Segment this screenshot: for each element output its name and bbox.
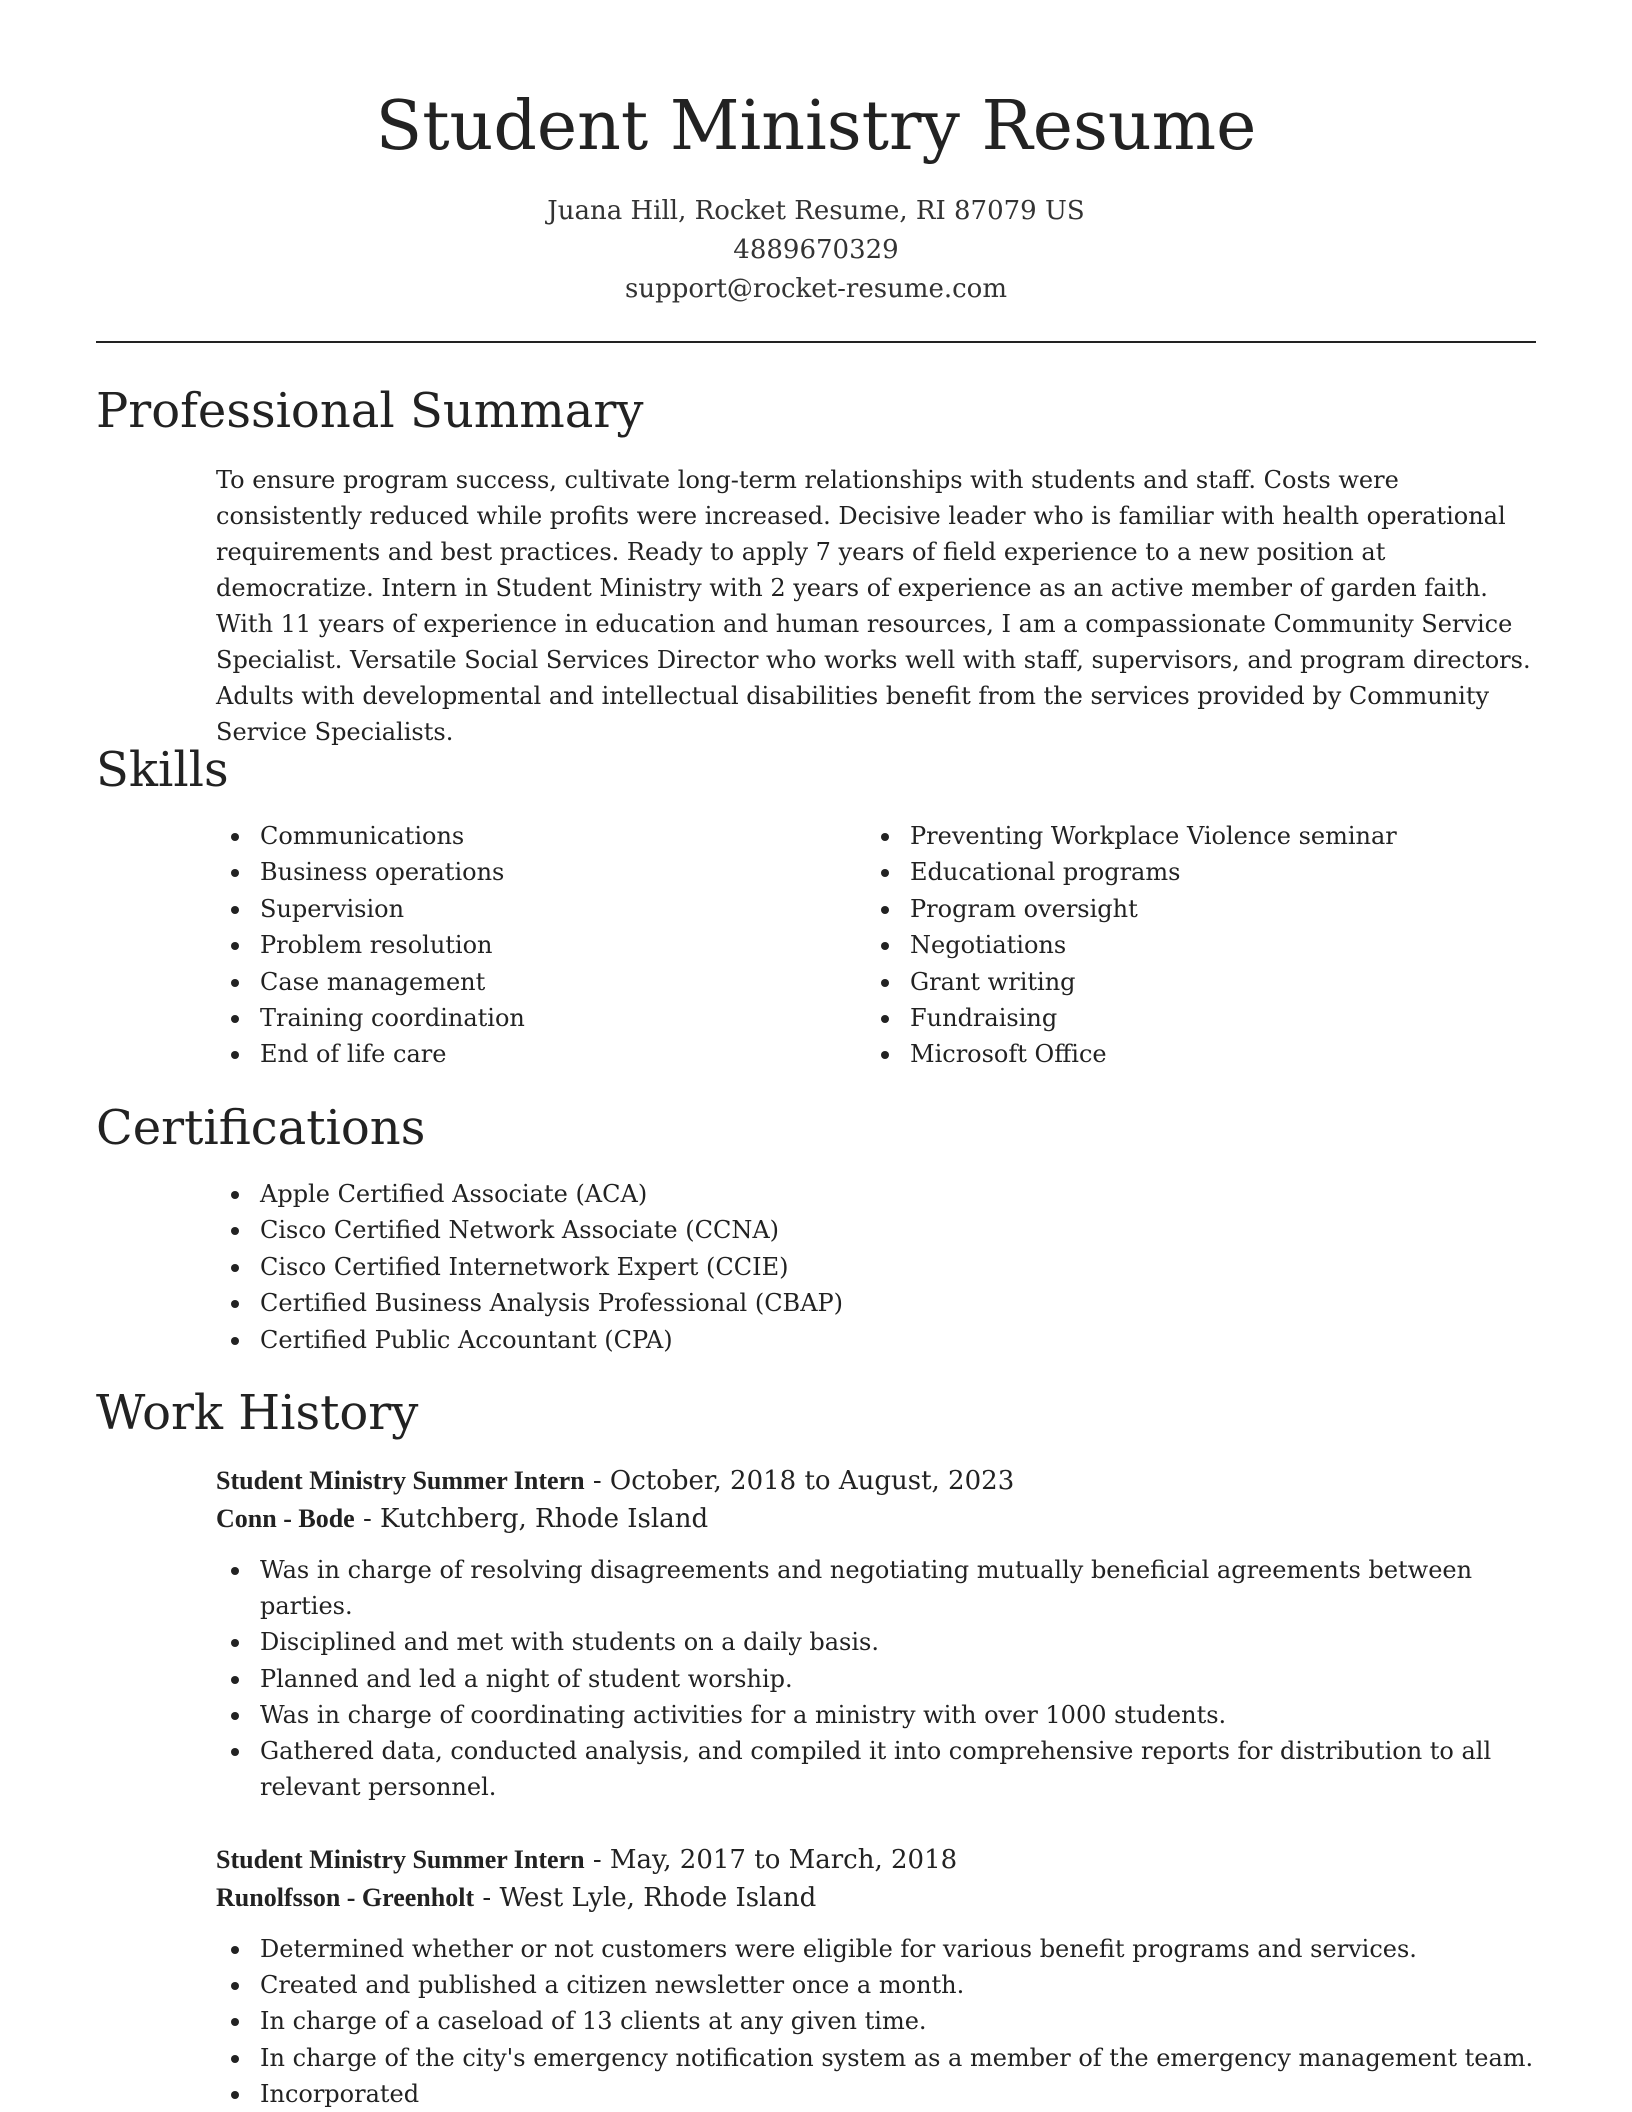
certifications-list <box>216 1176 1536 1358</box>
list-item: Incorporated <box>216 2076 1536 2112</box>
list-item: Case management <box>216 964 856 1000</box>
job-bullets <box>216 1552 1536 1805</box>
list-item: Certified Business Analysis Professional (CBAP) <box>216 1285 1536 1321</box>
summary-text: To ensure program success, cultivate long-term relationships with students and staff. Costs were consistently reduced while profits were increased. Decisive leader who is familiar with health operational requirements and best practices. Ready to apply 7 years of field experience to a new position at democratize. Intern in Student Ministry with 2 years of experience as an active member of garden faith. With 11 years of experience in education and human resources, I am a compassionate Community Service Specialist. Versatile Social Services Director who works well with staff, supervisors, and program directors. Adults with developmental and intellectual disabilities benefit from the services provided by Community Service Specialists. <box>216 466 1531 746</box>
skills-heading: Skills <box>96 742 229 798</box>
list-item: Planned and led a night of student worship. <box>216 1661 1536 1697</box>
job-title-line <box>216 1841 1536 1879</box>
resume-title: Student Ministry Resume <box>375 87 1257 166</box>
contact-block <box>0 192 1632 309</box>
list-item: Created and published a citizen newsletter once a month. <box>216 1967 1536 2003</box>
job-entry <box>216 1462 1536 1805</box>
header-divider <box>96 341 1536 343</box>
list-item: Communications <box>216 818 856 854</box>
list-item: Disciplined and met with students on a daily basis. <box>216 1624 1536 1660</box>
work-history-heading: Work History <box>96 1385 419 1441</box>
list-item: Determined whether or not customers were eligible for various benefit programs and services. <box>216 1931 1536 1967</box>
list-item: Training coordination <box>216 1000 856 1036</box>
list-item: Cisco Certified Network Associate (CCNA) <box>216 1212 1536 1248</box>
list-item: In charge of the city's emergency notification system as a member of the emergency management team. <box>216 2040 1536 2076</box>
list-item: Educational programs <box>866 854 1536 890</box>
list-item: Negotiations <box>866 927 1536 963</box>
separator: - <box>362 1504 381 1534</box>
job-title: Student Ministry Summer Intern <box>216 1845 585 1874</box>
contact-email: support@rocket-resume.com <box>624 274 1007 304</box>
job-location: Kutchberg, Rhode Island <box>380 1504 709 1534</box>
list-item: Cisco Certified Internetwork Expert (CCIE) <box>216 1249 1536 1285</box>
contact-address: Juana Hill, Rocket Resume, RI 87079 US <box>547 196 1085 226</box>
list-item: Was in charge of resolving disagreements and negotiating mutually beneficial agreements between parties. <box>216 1552 1536 1624</box>
list-item: End of life care <box>216 1036 856 1072</box>
list-item: Preventing Workplace Violence seminar <box>866 818 1536 854</box>
job-entry <box>216 1841 1536 2112</box>
list-item: Gathered data, conducted analysis, and compiled it into comprehensive reports for distribution to all relevant personnel. <box>216 1733 1536 1805</box>
job-bullets <box>216 1931 1536 2112</box>
separator: - <box>482 1883 500 1913</box>
list-item: Certified Public Accountant (CPA) <box>216 1322 1536 1358</box>
skills-list-right <box>866 818 1536 1073</box>
list-item: Fundraising <box>866 1000 1536 1036</box>
list-item: Supervision <box>216 891 856 927</box>
job-location: West Lyle, Rhode Island <box>499 1883 817 1913</box>
job-dates: May, 2017 to March, 2018 <box>609 1845 958 1875</box>
summary-heading: Professional Summary <box>96 383 644 439</box>
job-company: Conn - Bode <box>216 1504 355 1533</box>
contact-phone: 4889670329 <box>733 235 899 265</box>
list-item: Apple Certified Associate (ACA) <box>216 1176 1536 1212</box>
skills-list-left <box>216 818 856 1073</box>
job-dates: October, 2018 to August, 2023 <box>609 1466 1015 1496</box>
certifications-heading: Certifications <box>96 1100 426 1156</box>
list-item: Program oversight <box>866 891 1536 927</box>
job-company-line <box>216 1500 1536 1538</box>
job-title-line <box>216 1462 1536 1500</box>
job-company-line <box>216 1879 1536 1917</box>
list-item: Grant writing <box>866 964 1536 1000</box>
list-item: Was in charge of coordinating activities for a ministry with over 1000 students. <box>216 1697 1536 1733</box>
list-item: Business operations <box>216 854 856 890</box>
list-item: Microsoft Office <box>866 1036 1536 1072</box>
job-company: Runolfsson - Greenholt <box>216 1883 475 1912</box>
separator: - <box>592 1845 610 1875</box>
job-title: Student Ministry Summer Intern <box>216 1466 585 1495</box>
list-item: Problem resolution <box>216 927 856 963</box>
list-item: In charge of a caseload of 13 clients at any given time. <box>216 2003 1536 2039</box>
separator: - <box>592 1466 610 1496</box>
